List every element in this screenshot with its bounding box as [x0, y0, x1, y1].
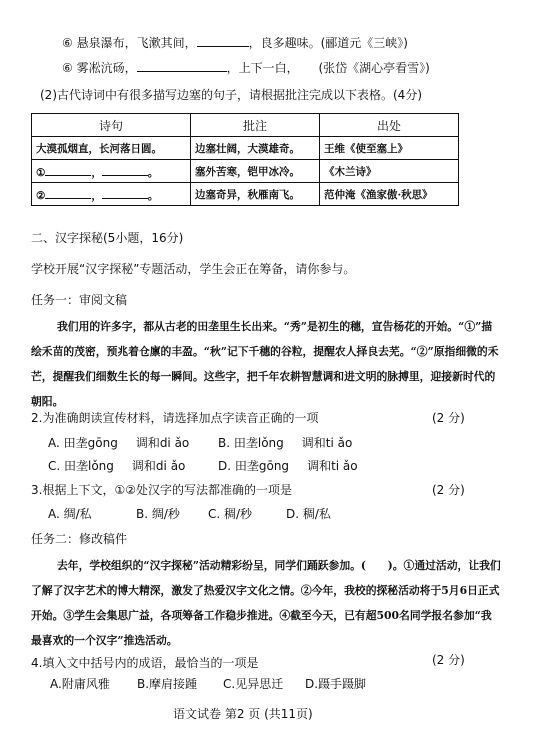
- option-part: 调和ti ǎo: [307, 459, 358, 473]
- intro-text: 学校开展“汉字探秘”专题活动，学生会正在筹备，请你参与。: [31, 262, 356, 276]
- option-a[interactable]: [48, 434, 189, 451]
- question-score: (2 分): [432, 411, 465, 425]
- note-cell: 塞外苦寒，铠甲冰冷。: [191, 160, 320, 183]
- question-3: 3.根据上下文，①②处汉字的写法都准确的一项是: [31, 483, 292, 497]
- option-b[interactable]: B. 绸/秒: [136, 507, 180, 521]
- option-b[interactable]: B.摩肩接踵: [137, 677, 198, 691]
- question-prompt: (2)古代诗词中有很多描写边塞的句子，请根据批注完成以下表格。(4分): [40, 88, 422, 102]
- poem-source: (张岱《湖心亭看雪》): [318, 61, 430, 75]
- punct: 。: [147, 166, 159, 179]
- option-d[interactable]: [218, 457, 358, 474]
- punct: ，: [91, 189, 102, 202]
- table-header: 诗句: [32, 114, 191, 137]
- revision-passage: 去年，学校组织的“汉字探秘”活动精彩纷呈，同学们踊跃参加。( )。①通过活动，让我们了解了汉字艺术的博大精深，激发了热爱汉字文化之情。②今年，我校的探秘活动将于5月6日正式开始。③学生会集思广益，各项筹备工作稳步推进。④截至今天，已有超500名同学报名参加“我最喜欢的一个汉字”推选活动。: [31, 559, 501, 647]
- punct: ，: [91, 166, 102, 179]
- table-row: [32, 183, 459, 206]
- option-a[interactable]: A. 绸/私: [48, 507, 92, 521]
- source-cell: 范仲淹《渔家傲·秋思》: [320, 183, 459, 206]
- poem-line-7: [62, 59, 430, 76]
- poem-cell[interactable]: [32, 183, 191, 206]
- poem-text: 悬泉瀑布，飞漱其间，: [76, 36, 197, 50]
- source-cell: 《木兰诗》: [320, 160, 459, 183]
- option-part: 调和di ǎo: [131, 459, 186, 473]
- answer-blank[interactable]: [137, 59, 227, 72]
- frontier-poem-table: [31, 113, 459, 206]
- task-heading: 任务一：审阅文稿: [31, 293, 128, 307]
- answer-blank[interactable]: [102, 186, 148, 199]
- poem-line-num: ⑥: [62, 61, 73, 75]
- reading-passage: 我们用的许多字，都从古老的田垄里生长出来。“秀”是初生的穗，宣告杨花的开始。“①”描绘禾苗的茂密，预兆着仓廪的丰盈。“秋”记下千穗的谷粒，提醒农人择良去芜。“②”原指细微的禾芒，提醒我们细数生长的每一瞬间。这些字，把千年农耕智慧调和进文明的脉搏里，迎接新时代的朝阳。: [31, 320, 499, 408]
- poem-text: ，上下一白，: [226, 61, 299, 75]
- table-row: [32, 160, 459, 183]
- option-part: 调和di ǎo: [135, 436, 190, 450]
- table-row: [32, 137, 459, 160]
- option-part: B. 田垄lǒng: [218, 436, 284, 450]
- question-2: 2.为准确朗读宣传材料，请选择加点字读音正确的一项: [31, 411, 319, 425]
- page-footer: 语文试卷 第2 页 (共11页): [173, 707, 313, 721]
- option-c[interactable]: C.见异思迁: [223, 677, 284, 691]
- option-part: A. 田垄gōng: [48, 436, 118, 450]
- answer-blank[interactable]: [197, 34, 249, 47]
- blank-num: ②: [36, 189, 46, 202]
- option-c[interactable]: [48, 457, 185, 474]
- poem-text: ，良多趣味。(郦道元《三峡》): [248, 36, 408, 50]
- option-part: C. 田垄lǒng: [48, 459, 114, 473]
- option-b[interactable]: [218, 434, 352, 451]
- question-score: (2 分): [432, 653, 465, 667]
- option-part: D. 田垄gōng: [218, 459, 290, 473]
- option-d[interactable]: D. 稠/私: [286, 507, 331, 521]
- poem-text: 雾凇沆砀，: [76, 61, 137, 75]
- answer-blank[interactable]: [45, 163, 91, 176]
- option-a[interactable]: A.附庸风雅: [50, 677, 110, 691]
- section-title: 二、汉字探秘(5小题，16分): [31, 231, 184, 245]
- note-cell: 边塞奇异，秋雁南飞。: [191, 183, 320, 206]
- note-cell: 边塞壮阔，大漠雄奇。: [191, 137, 320, 160]
- table-header: 批注: [191, 114, 320, 137]
- question-score: (2 分): [432, 483, 465, 497]
- source-cell: 王维《使至塞上》: [320, 137, 459, 160]
- poem-cell: 大漠孤烟直，长河落日圆。: [32, 137, 191, 160]
- poem-line-6: [62, 34, 408, 51]
- punct: 。: [147, 189, 159, 202]
- option-d[interactable]: D.蹑手蹑脚: [305, 677, 367, 691]
- answer-blank[interactable]: [45, 186, 91, 199]
- table-header: 出处: [320, 114, 459, 137]
- option-c[interactable]: C. 稠/秒: [208, 507, 253, 521]
- table-header-row: [32, 114, 459, 137]
- poem-line-num: ⑥: [62, 36, 73, 50]
- task-heading: 任务二：修改稿件: [31, 532, 128, 546]
- question-4: 4.填入文中括号内的成语，最恰当的一项是: [31, 656, 259, 670]
- answer-blank[interactable]: [102, 163, 148, 176]
- blank-num: ①: [36, 166, 46, 179]
- option-part: 调和ti ǎo: [301, 436, 353, 450]
- poem-cell[interactable]: [32, 160, 191, 183]
